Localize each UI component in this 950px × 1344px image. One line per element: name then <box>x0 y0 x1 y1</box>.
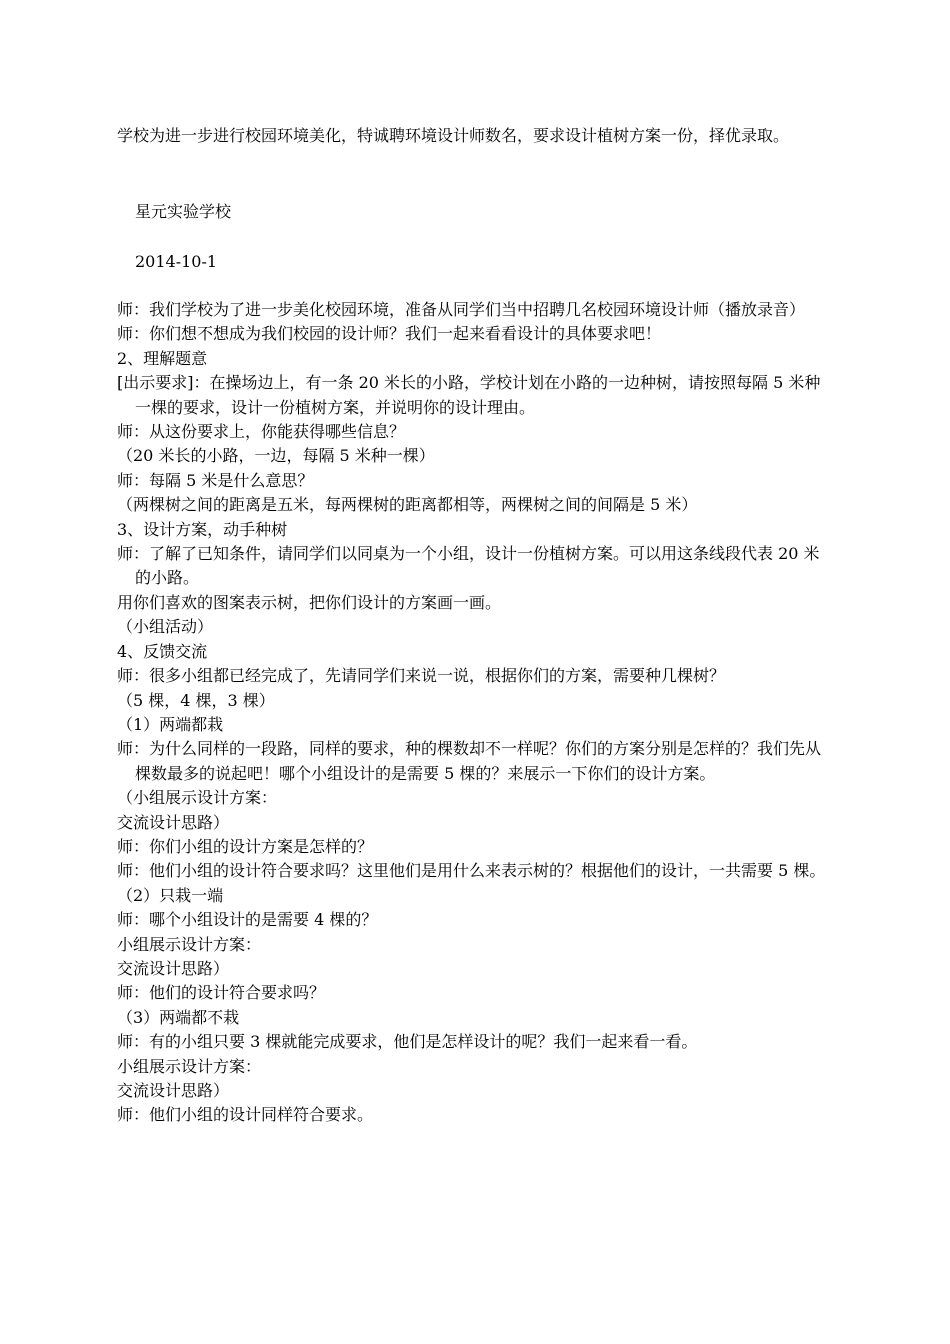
transcript-line: 用你们喜欢的图案表示树，把你们设计的方案画一画。 <box>117 592 502 612</box>
transcript-line: 交流设计思路） <box>117 958 230 978</box>
transcript-line: （5 棵，4 棵，3 棵） <box>117 690 275 710</box>
transcript-line: （小组活动） <box>117 617 214 637</box>
subsection-heading: （1）两端都栽 <box>117 714 224 734</box>
transcript-line: 师：他们的设计符合要求吗？ <box>117 983 326 1003</box>
transcript-line: 交流设计思路） <box>117 1081 230 1100</box>
transcript-line: 师：为什么同样的一段路，同样的要求，种的棵数却不一样呢？你们的方案分别是怎样的？我们先从棵数最多的说起吧！哪个小组设计的是需要 5 棵的？来展示一下你们的设计方案。 <box>117 739 822 783</box>
section-heading: 2、理解题意 <box>117 348 208 368</box>
transcript-line: 师：你们小组的设计方案是怎样的？ <box>117 836 374 856</box>
transcript-line: （两棵树之间的距离是五米，每两棵树的距离都相等，两棵树之间的间隔是 5 米） <box>117 495 698 515</box>
subsection-heading: （3）两端都不栽 <box>117 1007 240 1027</box>
transcript-line: 交流设计思路） <box>117 812 230 832</box>
transcript-line: 师：了解了已知条件，请同学们以同桌为一个小组，设计一份植树方案。可以用这条线段代表 20 米的小路。 <box>117 544 820 588</box>
lesson-transcript <box>117 298 835 1128</box>
transcript-line: 师：每隔 5 米是什么意思？ <box>117 470 314 490</box>
transcript-line: 师：有的小组只要 3 棵就能完成要求，他们是怎样设计的呢？我们一起来看一看。 <box>117 1032 698 1052</box>
subsection-heading: （2）只栽一端 <box>117 885 224 905</box>
section-heading: 4、反馈交流 <box>117 641 208 661</box>
transcript-line: （20 米长的小路，一边，每隔 5 米种一棵） <box>117 446 435 466</box>
transcript-line: 师：你们想不想成为我们校园的设计师？我们一起来看看设计的具体要求吧！ <box>117 324 662 344</box>
transcript-line: 师：很多小组都已经完成了，先请同学们来说一说，根据你们的方案，需要种几棵树？ <box>117 666 726 686</box>
transcript-line: （小组展示设计方案： <box>117 788 278 808</box>
notice-date: 2014-10-1 <box>135 252 218 271</box>
transcript-line: 师：我们学校为了进一步美化校园环境，准备从同学们当中招聘几名校园环境设计师（播放录音） <box>117 300 806 319</box>
transcript-line: 小组展示设计方案： <box>117 934 262 954</box>
transcript-line: 师：哪个小组设计的是需要 4 棵的？ <box>117 910 378 930</box>
transcript-line: 师：他们小组的设计同样符合要求。 <box>117 1105 374 1125</box>
transcript-line: 师：他们小组的设计符合要求吗？这里他们是用什么来表示树的？根据他们的设计，一共需要 5 棵。 <box>117 861 826 881</box>
section-heading: 3、设计方案，动手种树 <box>117 519 288 539</box>
transcript-line: [出示要求]：在操场边上，有一条 20 米长的小路，学校计划在小路的一边种树，请按照每隔 5 米种一棵的要求，设计一份植树方案，并说明你的设计理由。 <box>117 373 821 417</box>
transcript-line: 师：从这份要求上，你能获得哪些信息？ <box>117 422 406 442</box>
transcript-line: 小组展示设计方案： <box>117 1056 262 1076</box>
notice-paragraph <box>117 124 835 148</box>
notice-school-signature: 星元实验学校 <box>135 202 232 221</box>
notice-text: 学校为进一步进行校园环境美化，特诚聘环境设计师数名，要求设计植树方案一份，择优录取。 <box>117 126 790 145</box>
